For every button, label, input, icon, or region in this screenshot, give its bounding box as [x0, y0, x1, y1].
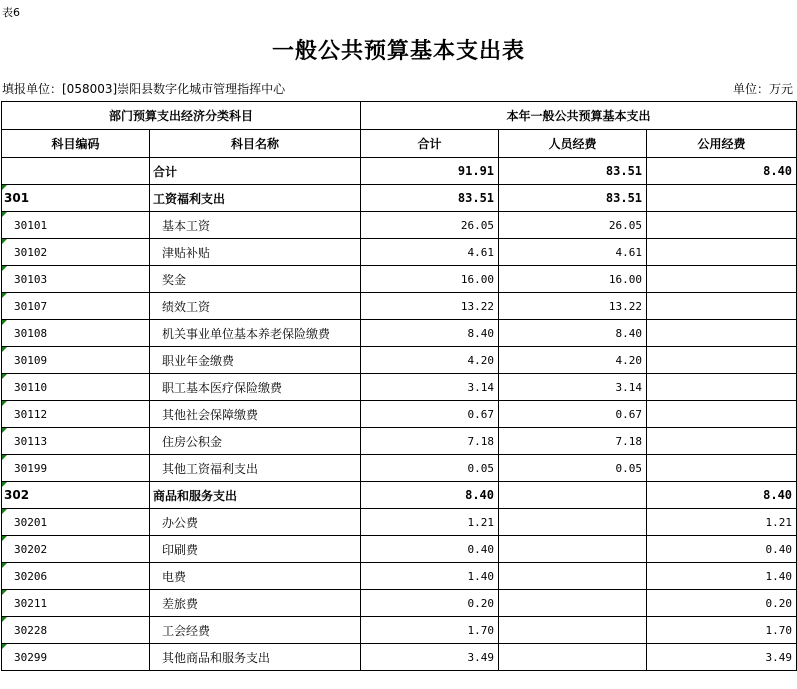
row-name: 津贴补贴	[150, 239, 361, 266]
row-code: 30199	[2, 455, 150, 482]
row-code: 30211	[2, 590, 150, 617]
row-public	[647, 320, 797, 347]
total-row-total: 91.91	[361, 158, 499, 185]
row-name: 电费	[150, 563, 361, 590]
table-row	[2, 455, 797, 482]
row-total: 8.40	[361, 320, 499, 347]
total-row-public: 8.40	[647, 158, 797, 185]
table-row	[2, 239, 797, 266]
row-name: 商品和服务支出	[150, 482, 361, 509]
row-total: 26.05	[361, 212, 499, 239]
row-personnel: 0.67	[499, 401, 647, 428]
row-code: 301	[2, 185, 150, 212]
row-name: 职工基本医疗保险缴费	[150, 374, 361, 401]
row-personnel: 8.40	[499, 320, 647, 347]
currency-unit-label: 单位：万元	[732, 82, 793, 96]
row-personnel: 26.05	[499, 212, 647, 239]
category-row	[2, 482, 797, 509]
row-code: 302	[2, 482, 150, 509]
table-row	[2, 212, 797, 239]
row-public	[647, 185, 797, 212]
row-total: 0.67	[361, 401, 499, 428]
row-total: 13.22	[361, 293, 499, 320]
row-name: 机关事业单位基本养老保险缴费	[150, 320, 361, 347]
row-total: 16.00	[361, 266, 499, 293]
row-public: 1.21	[647, 509, 797, 536]
row-public	[647, 293, 797, 320]
row-public: 3.49	[647, 644, 797, 671]
row-personnel: 13.22	[499, 293, 647, 320]
row-personnel: 0.05	[499, 455, 647, 482]
row-total: 4.61	[361, 239, 499, 266]
total-row-code	[2, 158, 150, 185]
table-row	[2, 374, 797, 401]
table-row	[2, 563, 797, 590]
column-header-total: 合计	[361, 130, 499, 158]
row-total: 0.05	[361, 455, 499, 482]
row-code: 30102	[2, 239, 150, 266]
row-code: 30228	[2, 617, 150, 644]
column-header-public: 公用经费	[647, 130, 797, 158]
column-header-name: 科目名称	[150, 130, 361, 158]
table-row	[2, 293, 797, 320]
row-public	[647, 347, 797, 374]
row-code: 30110	[2, 374, 150, 401]
row-total: 7.18	[361, 428, 499, 455]
budget-table	[1, 101, 797, 671]
row-code: 30201	[2, 509, 150, 536]
row-personnel	[499, 644, 647, 671]
row-total: 83.51	[361, 185, 499, 212]
row-code: 30112	[2, 401, 150, 428]
table-row	[2, 617, 797, 644]
row-code: 30101	[2, 212, 150, 239]
row-code: 30107	[2, 293, 150, 320]
row-code: 30108	[2, 320, 150, 347]
row-total: 3.49	[361, 644, 499, 671]
total-row-label: 合计	[150, 158, 361, 185]
row-public: 8.40	[647, 482, 797, 509]
row-code: 30202	[2, 536, 150, 563]
total-row-personnel: 83.51	[499, 158, 647, 185]
row-public	[647, 428, 797, 455]
page-title: 一般公共预算基本支出表	[271, 38, 525, 64]
row-name: 工会经费	[150, 617, 361, 644]
row-name: 其他社会保障缴费	[150, 401, 361, 428]
row-public: 1.70	[647, 617, 797, 644]
row-name: 办公费	[150, 509, 361, 536]
row-personnel	[499, 563, 647, 590]
row-total: 3.14	[361, 374, 499, 401]
row-total: 1.40	[361, 563, 499, 590]
row-public: 0.40	[647, 536, 797, 563]
row-name: 住房公积金	[150, 428, 361, 455]
row-total: 4.20	[361, 347, 499, 374]
row-personnel: 83.51	[499, 185, 647, 212]
row-name: 其他工资福利支出	[150, 455, 361, 482]
row-public	[647, 266, 797, 293]
group-header-basic-expenditure: 本年一般公共预算基本支出	[361, 102, 797, 130]
row-code: 30206	[2, 563, 150, 590]
row-total: 8.40	[361, 482, 499, 509]
column-header-code: 科目编码	[2, 130, 150, 158]
row-public	[647, 401, 797, 428]
row-public	[647, 374, 797, 401]
row-personnel: 4.61	[499, 239, 647, 266]
row-code: 30103	[2, 266, 150, 293]
row-code: 30299	[2, 644, 150, 671]
row-total: 1.21	[361, 509, 499, 536]
table-row	[2, 320, 797, 347]
category-row	[2, 185, 797, 212]
row-code: 30109	[2, 347, 150, 374]
row-personnel	[499, 482, 647, 509]
row-personnel: 4.20	[499, 347, 647, 374]
row-name: 基本工资	[150, 212, 361, 239]
reporting-unit-label: 填报单位：[058003]崇阳县数字化城市管理指挥中心	[2, 82, 286, 96]
group-header-economic-classification: 部门预算支出经济分类科目	[2, 102, 361, 130]
row-name: 工资福利支出	[150, 185, 361, 212]
row-total: 0.40	[361, 536, 499, 563]
table-row	[2, 590, 797, 617]
row-personnel: 7.18	[499, 428, 647, 455]
row-public	[647, 455, 797, 482]
table-row	[2, 509, 797, 536]
row-personnel: 3.14	[499, 374, 647, 401]
row-code: 30113	[2, 428, 150, 455]
row-name: 其他商品和服务支出	[150, 644, 361, 671]
row-total: 0.20	[361, 590, 499, 617]
row-personnel	[499, 590, 647, 617]
column-header-personnel: 人员经费	[499, 130, 647, 158]
table-row	[2, 266, 797, 293]
row-personnel	[499, 536, 647, 563]
row-total: 1.70	[361, 617, 499, 644]
row-personnel	[499, 509, 647, 536]
table-row	[2, 401, 797, 428]
row-name: 差旅费	[150, 590, 361, 617]
row-name: 绩效工资	[150, 293, 361, 320]
row-personnel: 16.00	[499, 266, 647, 293]
row-public	[647, 212, 797, 239]
row-name: 职业年金缴费	[150, 347, 361, 374]
table-row	[2, 347, 797, 374]
table-row	[2, 644, 797, 671]
row-public	[647, 239, 797, 266]
row-personnel	[499, 617, 647, 644]
row-name: 印刷费	[150, 536, 361, 563]
table-row	[2, 428, 797, 455]
table-row	[2, 536, 797, 563]
table-number-tag: 表6	[2, 6, 20, 19]
total-row	[2, 158, 797, 185]
row-public: 0.20	[647, 590, 797, 617]
row-name: 奖金	[150, 266, 361, 293]
row-public: 1.40	[647, 563, 797, 590]
